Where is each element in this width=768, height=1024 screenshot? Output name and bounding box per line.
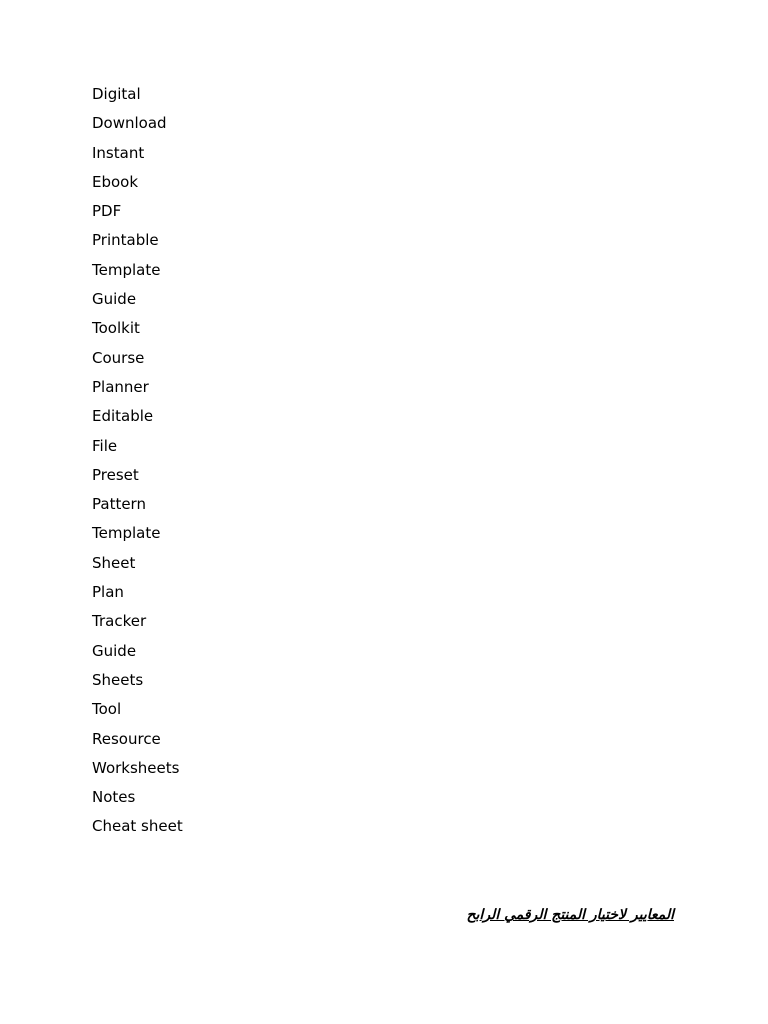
keyword-item: Sheet [92, 553, 136, 572]
keyword-item: Tool [92, 700, 122, 719]
keyword-item: Printable [92, 231, 159, 250]
keyword-item: Template [92, 524, 161, 543]
keyword-item: Cheat sheet [92, 817, 183, 836]
keyword-item: Worksheets [92, 758, 180, 777]
keyword-item: Resource [92, 729, 161, 748]
keyword-item: PDF [92, 202, 122, 221]
arabic-heading: المعايير لاختيار المنتج الرقمي الرابح [466, 907, 674, 923]
keyword-item: Download [92, 114, 167, 133]
keyword-item: File [92, 436, 118, 455]
keyword-item: Plan [92, 583, 124, 602]
keyword-item: Notes [92, 788, 136, 807]
keyword-item: Digital [92, 85, 141, 103]
keyword-item: Preset [92, 465, 139, 484]
keyword-item: Course [92, 348, 145, 367]
keyword-item: Guide [92, 290, 137, 309]
keyword-item: Editable [92, 407, 154, 426]
keyword-item: Instant [92, 143, 145, 162]
keyword-item: Pattern [92, 495, 146, 514]
keyword-item: Planner [92, 377, 149, 396]
keyword-item: Template [92, 260, 161, 279]
keyword-item: Ebook [92, 172, 139, 191]
keyword-item: Guide [92, 641, 137, 660]
keyword-item: Toolkit [92, 319, 140, 338]
keyword-item: Tracker [92, 612, 147, 631]
keyword-item: Sheets [92, 670, 144, 689]
keyword-list [92, 84, 183, 846]
